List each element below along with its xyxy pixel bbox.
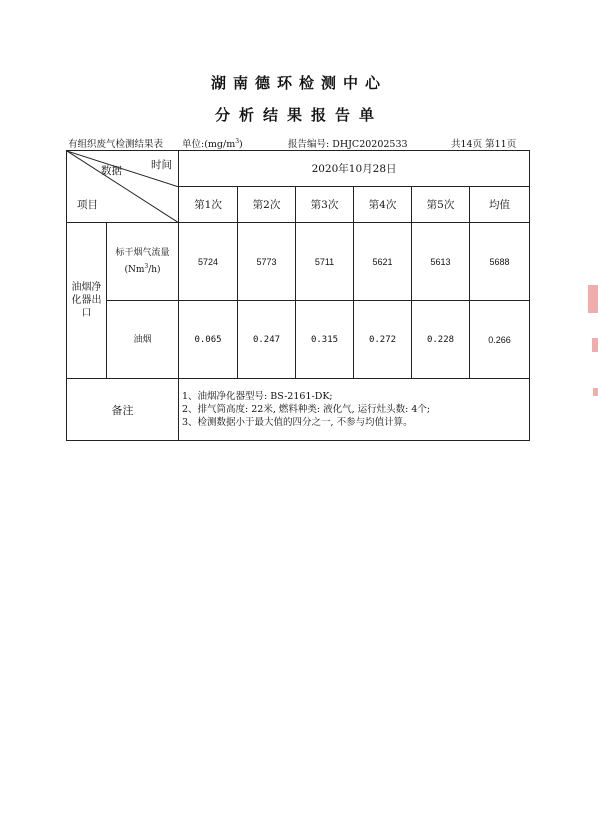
document-title: 分析结果报告单 xyxy=(214,106,383,124)
seal-stamp-edge xyxy=(588,285,598,313)
table-name: 有组织废气检测结果表 xyxy=(68,139,164,150)
value-cell: 0.247 xyxy=(238,301,296,379)
run-header: 第1次 xyxy=(179,187,238,223)
run-header: 第4次 xyxy=(354,187,412,223)
seal-stamp-edge xyxy=(592,338,598,352)
remark-line: 3、检测数据小于最大值的四分之一, 不参与均值计算。 xyxy=(182,417,413,428)
seal-stamp-edge xyxy=(593,388,598,396)
value-cell: 5613 xyxy=(412,223,470,301)
corner-header-cell xyxy=(67,151,179,223)
value-cell: 5773 xyxy=(238,223,296,301)
mean-value-cell: 0.266 xyxy=(470,301,530,379)
date-header: 2020年10月28日 xyxy=(179,151,530,187)
table-row xyxy=(67,301,530,379)
value-cell: 5711 xyxy=(296,223,354,301)
value-cell: 5621 xyxy=(354,223,412,301)
value-cell: 0.228 xyxy=(412,301,470,379)
results-table xyxy=(66,150,530,441)
page-count: 共14页 第11页 xyxy=(451,139,517,150)
corner-label-data: 数据 xyxy=(101,165,122,177)
value-cell: 0.065 xyxy=(179,301,238,379)
mean-value-cell: 5688 xyxy=(470,223,530,301)
report-number: 报告编号: DHJC20202533 xyxy=(288,139,408,150)
run-header: 第2次 xyxy=(238,187,296,223)
run-header: 第3次 xyxy=(296,187,354,223)
remark-line: 2、排气筒高度: 22米, 燃料种类: 液化气, 运行灶头数: 4个; xyxy=(182,404,431,415)
value-cell: 0.272 xyxy=(354,301,412,379)
run-header: 第5次 xyxy=(412,187,470,223)
value-cell: 0.315 xyxy=(296,301,354,379)
org-name: 湖南德环检测中心 xyxy=(210,74,387,92)
remarks-label: 备注 xyxy=(67,379,179,441)
remark-line: 1、油烟净化器型号: BS-2161-DK; xyxy=(182,391,333,402)
value-cell: 5724 xyxy=(179,223,238,301)
table-meta-line xyxy=(68,136,528,150)
corner-label-item: 项目 xyxy=(77,199,98,211)
corner-label-time: 时间 xyxy=(151,159,172,171)
parameter-label: 油烟 xyxy=(107,301,179,379)
remarks-content xyxy=(179,379,530,441)
sampling-point-label: 油烟净化器出口 xyxy=(67,223,107,379)
parameter-label: 标干烟气流量 (Nm$^3$/h) xyxy=(107,223,179,301)
mean-header: 均值 xyxy=(470,187,530,223)
table-row xyxy=(67,223,530,301)
unit-label: 单位$:(mg/m^3)$ xyxy=(182,137,243,150)
